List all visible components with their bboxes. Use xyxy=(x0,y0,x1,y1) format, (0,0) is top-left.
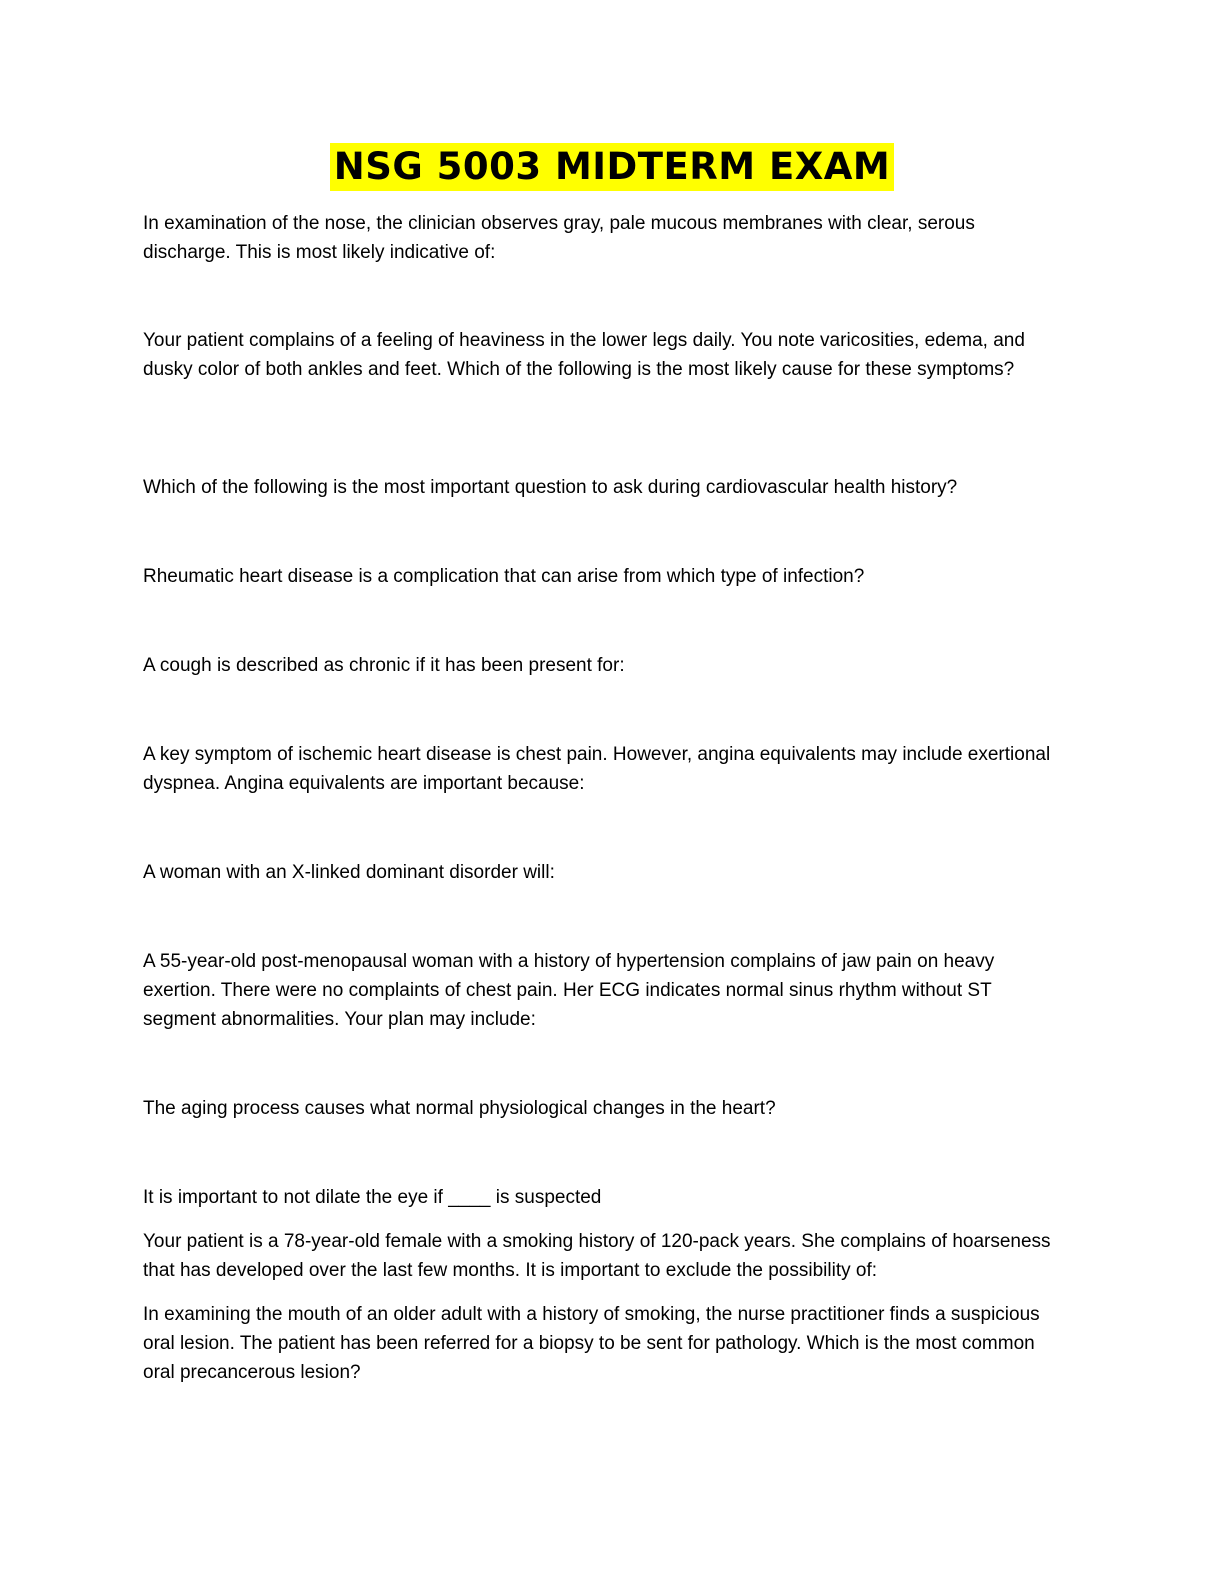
title-container xyxy=(0,143,1224,191)
question-10: It is important to not dilate the eye if ____ is suspected xyxy=(143,1187,602,1208)
question-2: Your patient complains of a feeling of heaviness in the lower legs daily. You note varicosities, edema, and dusky color of both ankles and feet. Which of the following is the most likely cause for these symptoms? xyxy=(143,330,1025,380)
exam-title: NSG 5003 MIDTERM EXAM xyxy=(330,143,895,191)
question-11: Your patient is a 78-year-old female with a smoking history of 120-pack years. She complains of hoarseness that has developed over the last few months. It is important to exclude the possibility of: xyxy=(143,1231,1051,1281)
question-3: Which of the following is the most important question to ask during cardiovascular health history? xyxy=(143,477,958,498)
question-6: A key symptom of ischemic heart disease is chest pain. However, angina equivalents may include exertional dyspnea. Angina equivalents are important because: xyxy=(143,744,1051,794)
question-7: A woman with an X-linked dominant disorder will: xyxy=(143,862,555,883)
question-4: Rheumatic heart disease is a complication that can arise from which type of infection? xyxy=(143,566,865,587)
question-1: In examination of the nose, the clinician observes gray, pale mucous membranes with clear, serous discharge. This is most likely indicative of: xyxy=(143,213,975,263)
question-8: A 55-year-old post-menopausal woman with a history of hypertension complains of jaw pain on heavy exertion. There were no complaints of chest pain. Her ECG indicates normal sinus rhythm without ST segment abnormalities. Your plan may include: xyxy=(143,951,995,1030)
question-12: In examining the mouth of an older adult with a history of smoking, the nurse practitioner finds a suspicious oral lesion. The patient has been referred for a biopsy to be sent for pathology. Which is the most common oral precancerous lesion? xyxy=(143,1304,1040,1383)
question-5: A cough is described as chronic if it has been present for: xyxy=(143,655,625,676)
question-9: The aging process causes what normal physiological changes in the heart? xyxy=(143,1098,776,1119)
